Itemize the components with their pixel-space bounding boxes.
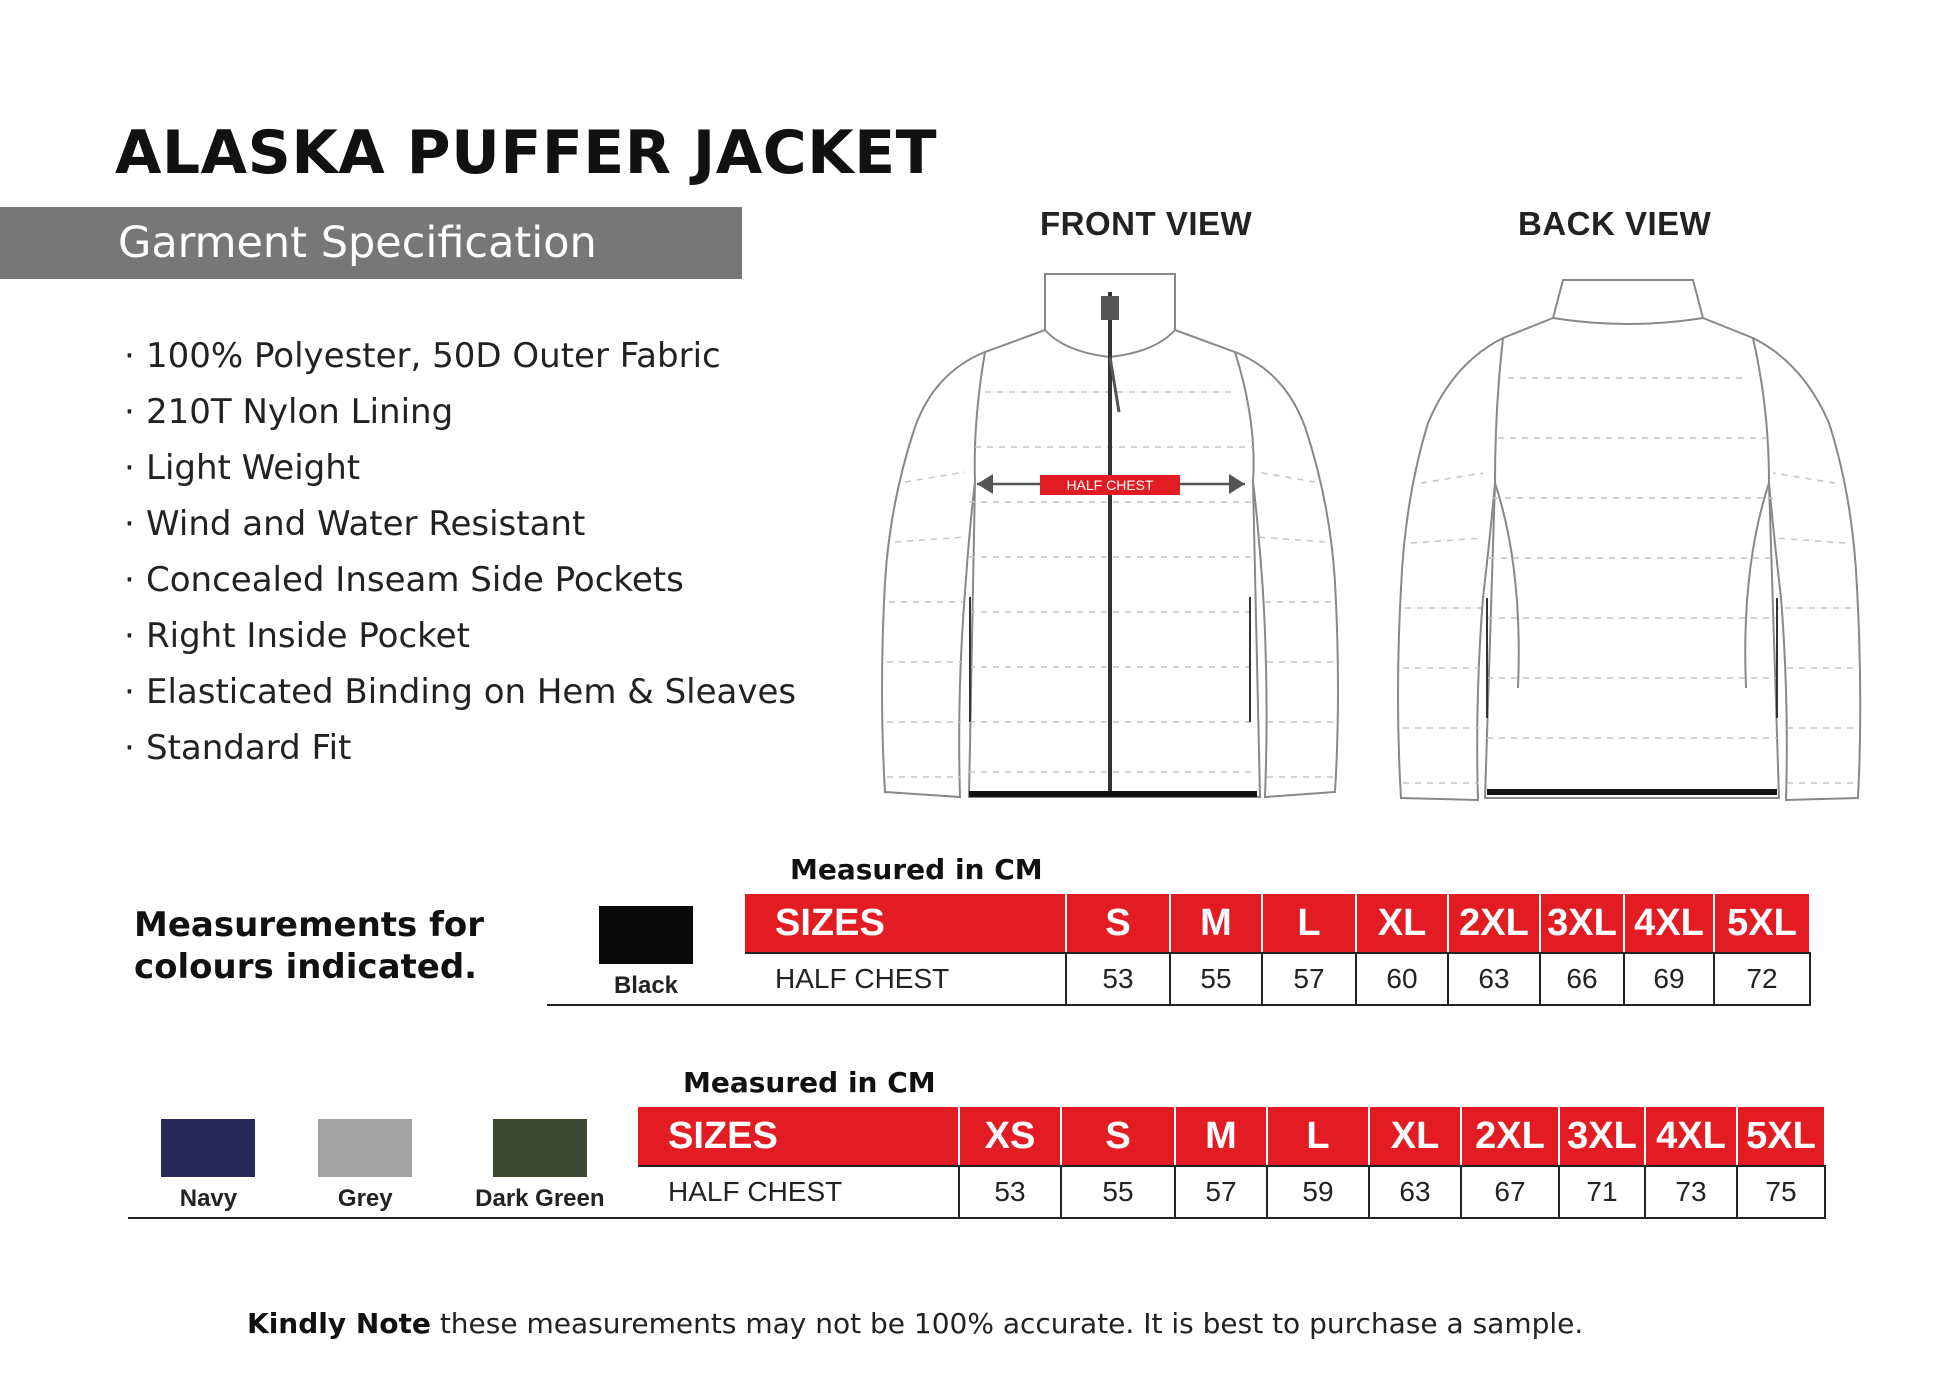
size-chart-black	[547, 892, 1811, 1006]
colour-swatch-grey: Grey	[318, 1119, 412, 1213]
table-cell: 63	[1448, 953, 1540, 1005]
size-header: 5XL	[1714, 893, 1810, 953]
swatch-cell	[548, 893, 744, 1005]
colour-chip	[599, 906, 693, 964]
size-header: XS	[959, 1106, 1061, 1166]
size-header: 4XL	[1645, 1106, 1737, 1166]
front-view-label: FRONT VIEW	[1040, 205, 1253, 242]
table-cell: 57	[1175, 1166, 1267, 1218]
size-header: 3XL	[1540, 893, 1624, 953]
table-cell: 67	[1461, 1166, 1559, 1218]
size-header: XL	[1356, 893, 1448, 953]
feature-item: · 100% Polyester, 50D Outer Fabric	[124, 336, 721, 376]
row-label: HALF CHEST	[744, 953, 1066, 1005]
feature-item: · Standard Fit	[124, 728, 352, 768]
sizes-header: SIZES	[744, 893, 1066, 953]
size-header: M	[1175, 1106, 1267, 1166]
table-cell: 71	[1559, 1166, 1645, 1218]
feature-item: · Wind and Water Resistant	[124, 504, 586, 544]
size-header: M	[1170, 893, 1262, 953]
table-cell: 55	[1170, 953, 1262, 1005]
feature-item: · Light Weight	[124, 448, 361, 488]
table-cell: 66	[1540, 953, 1624, 1005]
size-header: 4XL	[1624, 893, 1714, 953]
size-header: L	[1267, 1106, 1369, 1166]
colour-chip	[318, 1119, 412, 1177]
back-view-label: BACK VIEW	[1518, 205, 1712, 242]
half-chest-tag: HALF CHEST	[1066, 477, 1154, 493]
size-header: 5XL	[1737, 1106, 1825, 1166]
row-label: HALF CHEST	[637, 1166, 959, 1218]
sizes-header: SIZES	[637, 1106, 959, 1166]
size-header: 3XL	[1559, 1106, 1645, 1166]
feature-item: · Right Inside Pocket	[124, 616, 470, 656]
table-cell: 72	[1714, 953, 1810, 1005]
table-cell: 63	[1369, 1166, 1461, 1218]
feature-item: · Concealed Inseam Side Pockets	[124, 560, 684, 600]
colours-note: Measurements for colours indicated.	[134, 905, 485, 987]
size-header: S	[1061, 1106, 1175, 1166]
table-cell: 53	[1066, 953, 1170, 1005]
feature-item: · Elasticated Binding on Hem & Sleaves	[124, 672, 797, 712]
back-jacket-illustration	[1383, 268, 1873, 808]
measured-in-cm-label: Measured in CM	[683, 1066, 936, 1099]
table-cell: 55	[1061, 1166, 1175, 1218]
colour-swatch-navy: Navy	[161, 1119, 255, 1213]
feature-list	[124, 332, 796, 780]
front-jacket-illustration	[865, 262, 1355, 807]
table-cell: 59	[1267, 1166, 1369, 1218]
size-header: S	[1066, 893, 1170, 953]
size-header: 2XL	[1461, 1106, 1559, 1166]
table-cell: 73	[1645, 1166, 1737, 1218]
colour-swatch-black: Black	[599, 906, 693, 1000]
table-cell: 69	[1624, 953, 1714, 1005]
swatch-cell	[129, 1106, 637, 1218]
table-cell: 60	[1356, 953, 1448, 1005]
spec-banner: Garment Specification	[0, 207, 742, 279]
size-chart-colours	[128, 1105, 1826, 1219]
size-header: 2XL	[1448, 893, 1540, 953]
page-title: ALASKA PUFFER JACKET	[115, 118, 938, 188]
size-header: XL	[1369, 1106, 1461, 1166]
colour-chip	[161, 1119, 255, 1177]
colour-chip	[493, 1119, 587, 1177]
table-cell: 57	[1262, 953, 1356, 1005]
disclaimer-note: Kindly Note these measurements may not be 100% accurate. It is best to purchase a sample.	[247, 1307, 1584, 1340]
table-cell: 53	[959, 1166, 1061, 1218]
feature-item: · 210T Nylon Lining	[124, 392, 454, 432]
colour-swatch-dark-green: Dark Green	[475, 1119, 604, 1213]
size-header: L	[1262, 893, 1356, 953]
table-cell: 75	[1737, 1166, 1825, 1218]
measured-in-cm-label: Measured in CM	[790, 853, 1043, 886]
